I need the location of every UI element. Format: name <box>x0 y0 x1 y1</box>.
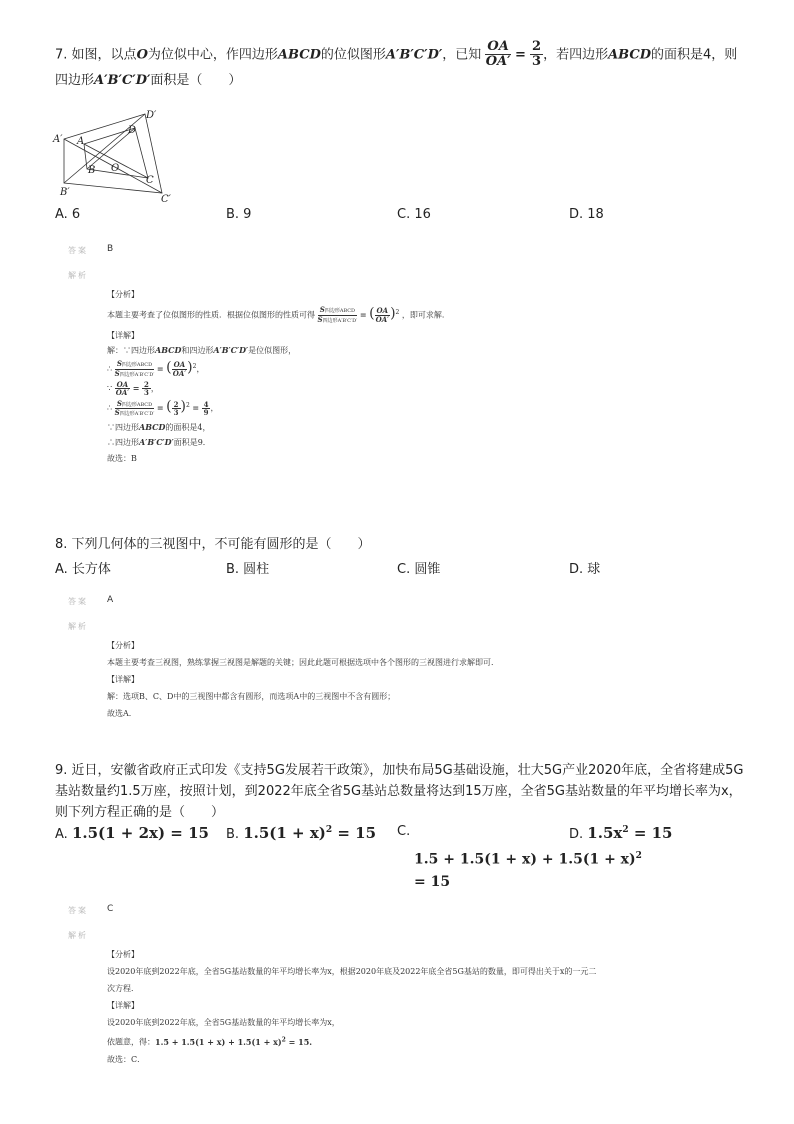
label-A: A <box>77 136 85 147</box>
option-c[interactable]: C. 圆锥 <box>397 562 441 577</box>
analysis-block: 【分析】 本题主要考查三视图，熟练掌握三视图是解题的关键；因此此题可根据选项中各个图形的三视图进行求解即可． 【详解】 解：选项B、C、D中的三视图中都含有圆形，而选项A中的三视图中不含有圆形； 故选A． <box>107 641 499 718</box>
option-a[interactable]: A. 长方体 <box>55 562 111 577</box>
question-9-stem: 9. 近日，安徽省政府正式印发《支持5G发展若干政策》，加快布局5G基础设施，壮大5G产业2020年底，全省将建成5G 基站数量约1.5万座，按照计划，到2022年底全省5G基站总数量将达到15万座，全省5G基站数量的年平均增长率为x， 则下列方程正确的是（ ） <box>55 763 744 820</box>
ratio-value: $\frac{2}{3}$ <box>532 39 542 70</box>
option-c[interactable]: C. 16 <box>397 207 431 222</box>
label-C1: C′ <box>161 194 171 205</box>
answer-tag: 答案 <box>68 906 88 915</box>
analysis-block: 【分析】 本题主要考查了位似图形的性质．根据位似图形的性质可得 $\frac{\text{S四边形ABCD}}{\text{S四边形A′B′C′D′}}$ = ( $\frac{OA}{OA'}$ )$^2$ ，即可求解． 【详解】 解：∵四边形ABCD和四边形A′B′C′D′是位似图形， ∴ $\frac{\text{S四边形ABCD}}{\text{S四边形A′B′C′D′}}$ = ( $\frac{OA}{OA'}$ )$^2$， ∵ $\frac{OA}{OA'}$ = $\frac{2}{3}$ ， ∴ $\frac{\text{S四边形ABCD}}{\text{S四边形A′B′C′D′}}$ = ( $\frac{2}{3}$ )$^2$ = $\frac{4}{9}$ ， ∵四边形ABCD的面积是4， ∴四边形A′B′C′D′面积是9． 故选：B <box>107 290 450 463</box>
label-A1: A′ <box>53 134 63 145</box>
answer-tag: 答案 <box>68 597 88 606</box>
option-c[interactable]: C. <box>397 824 411 839</box>
question-7-stem-line2: 四边形A′B′C′D′面积是（ ） <box>55 73 242 88</box>
question-number: 9. <box>55 763 68 778</box>
label-B: B <box>88 165 96 176</box>
answer-value: A <box>107 595 114 605</box>
option-b[interactable]: B. $1.5(1 + x)^2 = 15$ <box>226 824 377 842</box>
analysis-block: 【分析】 设2020年底到2022年底，全省5G基站数量的年平均增长率为x，根据2020年底及2022年底全省5G基站的数量，即可得出关于x的一元二 次方程． 【详解】 设2020年底到2022年底，全省5G基站数量的年平均增长率为x， 依题意，得：$1.5 + 1.5(1 + x) + 1.5(1 + x)^2 = 15$. 故选：C． <box>107 950 597 1064</box>
label-B1: B′ <box>60 187 70 198</box>
question-8-stem: 8. 下列几何体的三视图中，不可能有圆形的是（ ） <box>55 537 371 552</box>
question-number: 8. <box>55 537 68 552</box>
label-O: O <box>111 163 120 174</box>
answer-value: C <box>107 904 114 914</box>
ratio-fraction: $\frac{OA}{OA'}$ <box>485 39 511 70</box>
label-C: C <box>146 175 154 186</box>
option-b[interactable]: B. 圆柱 <box>226 562 270 577</box>
question-number: 7. <box>55 47 68 63</box>
analysis-tag: 解析 <box>68 622 88 631</box>
answer-tag: 答案 <box>68 246 88 255</box>
option-b[interactable]: B. 9 <box>226 207 252 222</box>
option-d[interactable]: D. 18 <box>569 207 604 222</box>
label-D: D <box>128 125 137 136</box>
question-7-stem-line1: 7. 如图，以点O为位似中心，作四边形ABCD的位似图形A′B′C′D′，已知 $\frac{OA}{OA'}$ = $\frac{2}{3}$ ，若四边形ABCD的面积是4，则 <box>55 39 738 70</box>
analysis-tag: 解析 <box>68 931 88 940</box>
option-c-formula: $1.5 + 1.5(1 + x) + 1.5(1 + x)^2$ = 15 <box>414 851 642 890</box>
option-d[interactable]: D. $1.5x^2 = 15$ <box>569 824 673 842</box>
option-d[interactable]: D. 球 <box>569 562 601 577</box>
option-a[interactable]: A. 6 <box>55 207 81 222</box>
homothety-figure <box>50 108 185 206</box>
label-D1: D′ <box>146 110 157 121</box>
analysis-tag: 解析 <box>68 271 88 280</box>
answer-value: B <box>107 244 114 254</box>
option-a[interactable]: A. 1.5(1 + 2x) = 15 <box>55 824 209 842</box>
